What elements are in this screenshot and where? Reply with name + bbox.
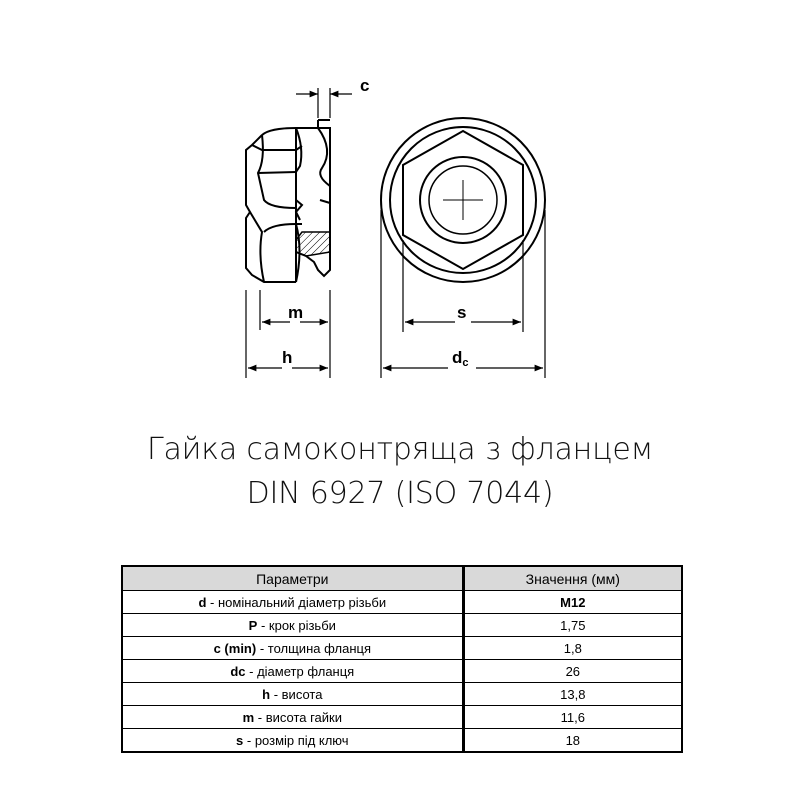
label-h: h [282, 348, 293, 367]
table-row [122, 614, 682, 637]
table-row [122, 706, 682, 729]
param-symbol: P [248, 617, 258, 633]
value-cell: 26 [463, 660, 682, 683]
param-cell [122, 706, 463, 729]
value-cell: 18 [463, 729, 682, 753]
product-title: Гайка самоконтряща з фланцем [146, 432, 654, 467]
table-row [122, 591, 682, 614]
value-cell: M12 [463, 591, 682, 614]
specifications-table [121, 565, 683, 753]
param-cell [122, 729, 463, 753]
product-standard: DIN 6927 (ISO 7044) [246, 476, 554, 511]
table-row [122, 637, 682, 660]
center-mark [443, 180, 483, 220]
param-symbol: s [236, 732, 244, 748]
header-parameters: Параметри [122, 566, 463, 591]
param-description: - номінальний діаметр різьби [206, 594, 387, 610]
table-row [122, 729, 682, 753]
param-cell [122, 637, 463, 660]
label-dc: dc [452, 348, 469, 369]
table-row [122, 683, 682, 706]
param-description: - розмір під ключ [243, 732, 349, 748]
param-description: - діаметр фланця [245, 663, 355, 679]
param-cell [122, 660, 463, 683]
param-description: - висота гайки [254, 709, 342, 725]
param-description: - висота [270, 686, 323, 702]
nut-side-view [246, 120, 330, 282]
param-cell [122, 614, 463, 637]
value-cell: 1,8 [463, 637, 682, 660]
param-cell [122, 683, 463, 706]
label-s: s [457, 303, 467, 322]
param-symbol: d [198, 594, 207, 610]
value-cell: 11,6 [463, 706, 682, 729]
param-description: - крок різьби [257, 617, 336, 633]
param-cell [122, 591, 463, 614]
param-symbol: dc [230, 663, 246, 679]
front-extension-lines [381, 210, 545, 378]
table-row [122, 660, 682, 683]
label-m: m [288, 303, 304, 322]
param-symbol: h [262, 686, 271, 702]
label-c: c [360, 76, 370, 95]
value-cell: 13,8 [463, 683, 682, 706]
value-cell: 1,75 [463, 614, 682, 637]
param-description: - толщина фланця [256, 640, 371, 656]
insert-hatch [296, 232, 330, 256]
table-header-row [122, 566, 682, 591]
header-values: Значення (мм) [463, 566, 682, 591]
param-symbol: m [242, 709, 255, 725]
param-symbol: c (min) [213, 640, 257, 656]
